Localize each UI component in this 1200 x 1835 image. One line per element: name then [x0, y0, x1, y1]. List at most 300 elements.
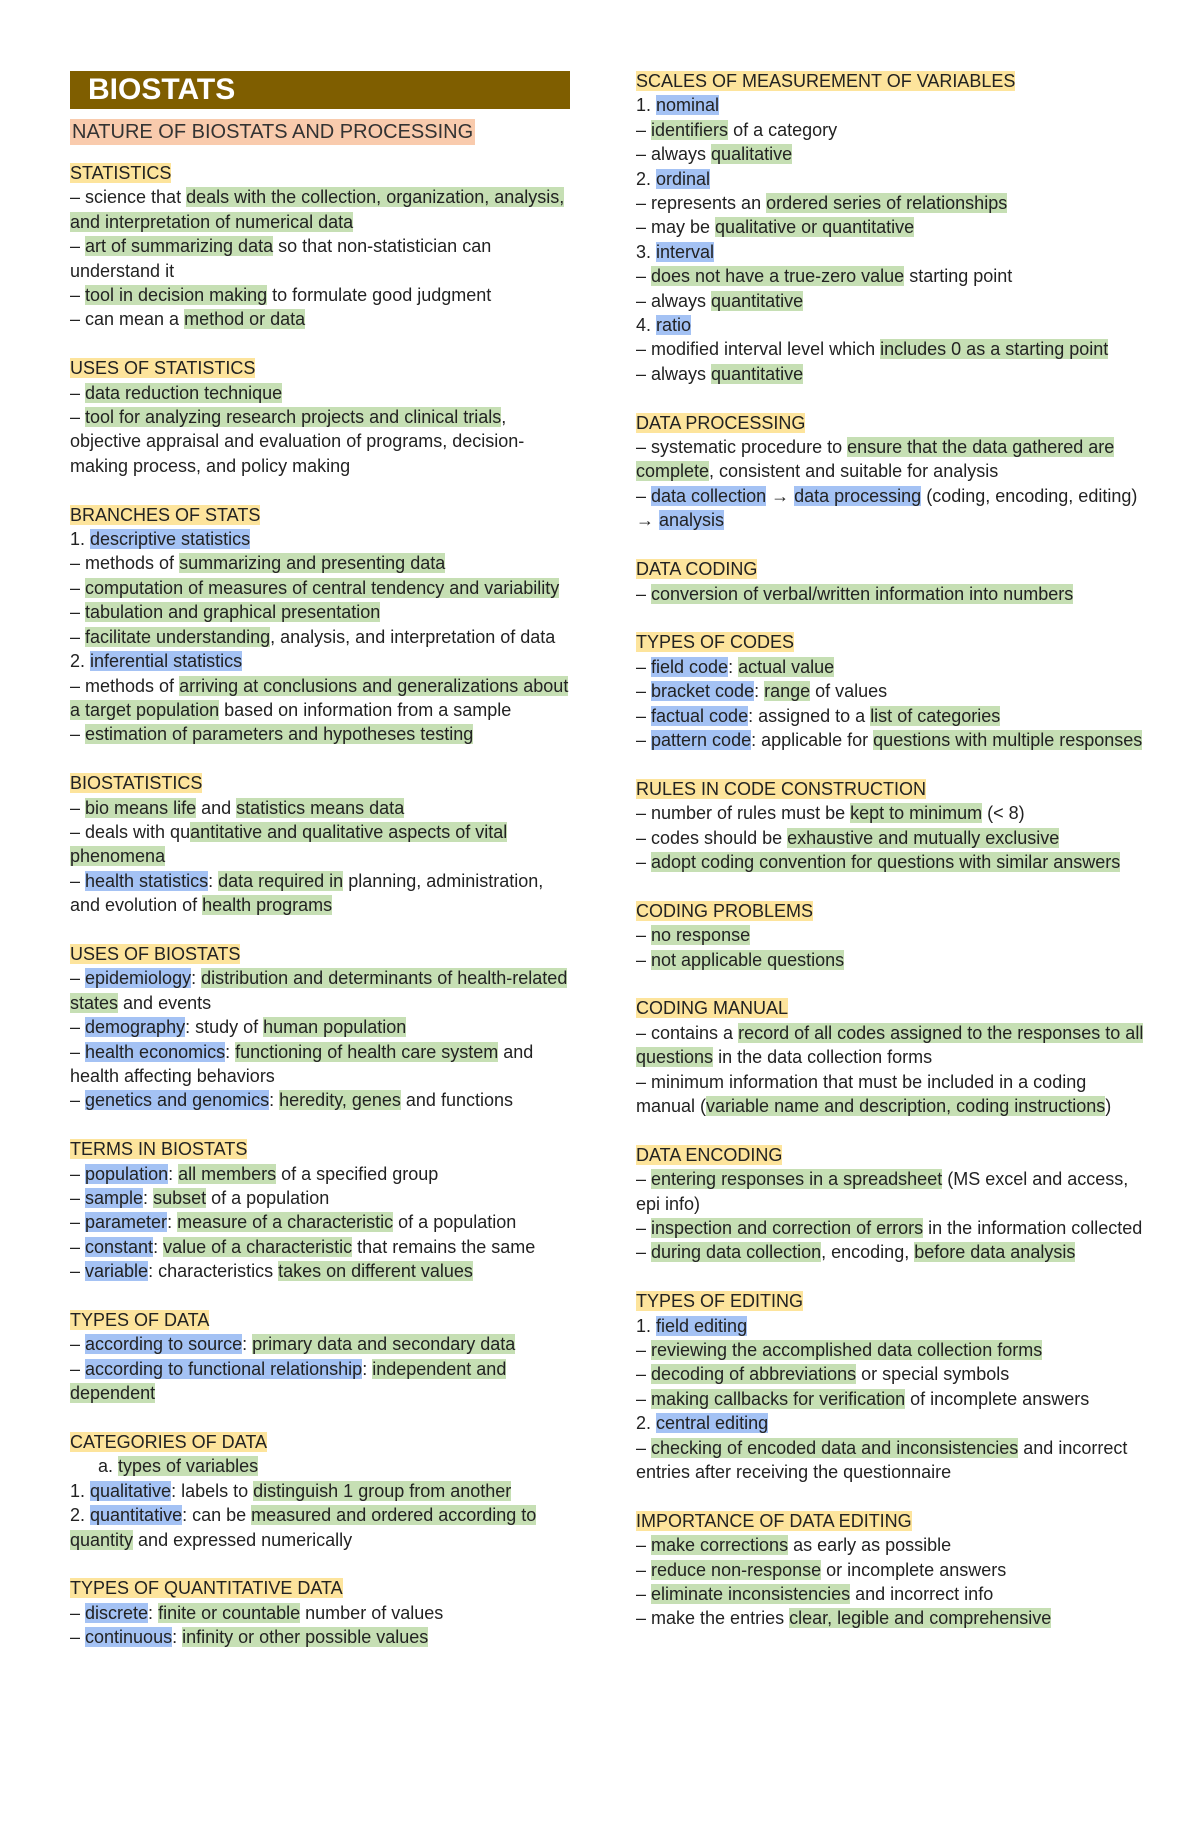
note-line	[70, 722, 570, 746]
note-text: starting point	[904, 266, 1013, 287]
section-statistics	[70, 161, 570, 332]
note-text: –	[70, 724, 86, 745]
note-text: so that non-statistician can understand it	[70, 236, 492, 281]
note-text: –	[636, 1217, 652, 1238]
highlight-definition: adopt coding convention for questions with similar answers	[651, 851, 1121, 872]
note-text: – deals with qu	[70, 821, 191, 842]
section-heading-line	[636, 630, 1146, 654]
note-line	[70, 1040, 570, 1089]
highlight-definition: functioning of health care system	[235, 1041, 499, 1062]
note-text: – codes should be	[636, 827, 788, 848]
highlight-definition: health programs	[202, 895, 333, 916]
section-coding-problems	[636, 899, 1146, 972]
note-text: –	[636, 1535, 652, 1556]
note-text: –	[70, 870, 86, 891]
note-text: or special symbols	[856, 1364, 1010, 1385]
note-line	[70, 1625, 570, 1649]
highlight-definition: identifiers	[651, 119, 729, 140]
highlight-definition: qualitative or quantitative	[715, 217, 915, 238]
note-text: and events	[118, 992, 212, 1013]
highlight-term: health statistics	[85, 870, 209, 891]
note-line	[70, 307, 570, 331]
note-line	[70, 1503, 570, 1552]
section-terms-in-biostats	[70, 1137, 570, 1283]
highlight-definition: facilitate understanding	[85, 626, 271, 647]
highlight-definition: reviewing the accomplished data collection forms	[651, 1340, 1043, 1360]
note-text: –	[636, 925, 652, 946]
note-text: –	[70, 1041, 86, 1062]
note-text: –	[70, 1017, 86, 1038]
note-text: :	[242, 1334, 253, 1355]
highlight-definition: questions with multiple responses	[873, 729, 1143, 750]
note-text: :	[225, 1041, 236, 1062]
note-text: –	[636, 705, 652, 726]
section-heading: USES OF BIOSTATS	[70, 943, 241, 964]
note-text: , objective appraisal and evaluation of programs, decision-making process, and policy making	[70, 407, 525, 476]
section-heading-line	[70, 1430, 570, 1454]
section-heading: TYPES OF CODES	[636, 632, 795, 653]
note-line	[70, 674, 570, 723]
note-text: or incomplete answers	[821, 1559, 1007, 1580]
section-types-of-editing	[636, 1289, 1146, 1484]
note-text: :	[191, 968, 202, 989]
note-text: 2.	[70, 651, 91, 672]
note-line	[636, 118, 1146, 142]
note-text: as early as possible	[788, 1535, 952, 1556]
note-text: )	[1105, 1095, 1112, 1116]
note-text: of incomplete answers	[905, 1388, 1090, 1409]
highlight-definition: qualitative	[711, 144, 793, 165]
note-text: 3.	[636, 241, 657, 262]
section-heading-line	[70, 771, 570, 795]
highlight-definition: not applicable questions	[651, 949, 845, 970]
highlight-definition: decoding of abbreviations	[651, 1364, 857, 1385]
note-line	[636, 1362, 1146, 1386]
note-text: – methods of	[70, 675, 180, 696]
note-text: –	[636, 1242, 652, 1263]
note-text: based on information from a sample	[219, 699, 512, 720]
note-text: 1.	[636, 1315, 657, 1336]
note-text: and functions	[400, 1090, 513, 1111]
highlight-term: parameter	[85, 1212, 168, 1233]
section-heading: DATA CODING	[636, 559, 758, 580]
note-line	[636, 1411, 1146, 1435]
highlight-term: demography	[85, 1017, 186, 1038]
section-heading-line	[636, 1509, 1146, 1533]
note-text: –	[636, 656, 652, 677]
section-heading: DATA ENCODING	[636, 1144, 783, 1165]
section-coding-manual	[636, 996, 1146, 1118]
note-text: : can be	[182, 1505, 252, 1526]
note-text: 2.	[636, 1413, 657, 1434]
note-line	[70, 1088, 570, 1112]
note-text: , encoding,	[821, 1242, 915, 1263]
section-heading-line	[70, 161, 570, 185]
note-line	[636, 679, 1146, 703]
note-text: –	[636, 1584, 652, 1605]
note-text: :	[167, 1212, 178, 1233]
note-line	[70, 1162, 570, 1186]
highlight-definition: before data analysis	[914, 1242, 1076, 1263]
note-text: and health affecting behaviors	[70, 1041, 534, 1086]
note-text: – minimum information that must be included in a coding manual (	[636, 1071, 1087, 1116]
note-text: : characteristics	[148, 1261, 279, 1282]
section-heading: CATEGORIES OF DATA	[70, 1432, 268, 1453]
section-heading-line	[70, 1576, 570, 1600]
highlight-definition: subset	[153, 1187, 207, 1208]
highlight-definition: infinity or other possible values	[182, 1627, 429, 1648]
highlight-definition: computation of measures of central tendency and variability	[85, 577, 560, 598]
highlight-term: epidemiology	[85, 968, 192, 989]
highlight-definition: types of variables	[118, 1456, 259, 1477]
highlight-definition: summarizing and presenting data	[179, 553, 446, 574]
note-text: –	[636, 949, 652, 970]
note-text: :	[754, 681, 765, 702]
note-text: number of values	[300, 1602, 444, 1623]
highlight-term: field code	[651, 656, 729, 677]
note-line	[70, 551, 570, 575]
section-heading-line	[70, 942, 570, 966]
note-line	[636, 1606, 1146, 1630]
note-text: –	[70, 407, 86, 428]
note-line	[70, 1357, 570, 1406]
note-text: in the information collected	[923, 1217, 1143, 1238]
note-line	[636, 167, 1146, 191]
note-line	[636, 289, 1146, 313]
note-text: –	[70, 1236, 86, 1257]
highlight-term: continuous	[85, 1627, 173, 1648]
note-text: – represents an	[636, 193, 767, 214]
right-column	[636, 69, 1146, 1655]
note-line	[70, 966, 570, 1015]
note-text: :	[362, 1358, 373, 1379]
note-line	[636, 313, 1146, 337]
section-heading: TYPES OF QUANTITATIVE DATA	[70, 1578, 343, 1599]
note-text: : labels to	[171, 1480, 254, 1501]
section-heading: RULES IN CODE CONSTRUCTION	[636, 778, 927, 799]
highlight-term: data processing	[794, 485, 922, 506]
note-line	[70, 1601, 570, 1625]
highlight-definition: value of a characteristic	[163, 1236, 353, 1257]
section-heading-line	[636, 899, 1146, 923]
note-line	[70, 869, 570, 918]
note-line	[636, 1436, 1146, 1485]
note-text: and incorrect entries after receiving the questionnaire	[636, 1437, 1128, 1483]
highlight-definition: kept to minimum	[850, 803, 983, 824]
section-heading: TYPES OF EDITING	[636, 1291, 804, 1312]
note-line	[70, 1479, 570, 1503]
highlight-definition: no response	[651, 925, 751, 946]
highlight-definition: primary data and secondary data	[252, 1334, 516, 1355]
note-line	[636, 1070, 1146, 1119]
note-line	[636, 801, 1146, 825]
section-uses-of-biostats	[70, 942, 570, 1113]
highlight-term: constant	[85, 1236, 154, 1257]
note-line	[70, 283, 570, 307]
note-text: –	[70, 1187, 86, 1208]
section-scales-of-measurement-of-variables	[636, 69, 1146, 386]
note-line	[70, 1332, 570, 1356]
section-heading-line	[70, 503, 570, 527]
section-data-coding	[636, 557, 1146, 606]
highlight-definition: takes on different values	[278, 1261, 473, 1282]
note-text: :	[148, 1602, 159, 1623]
note-line	[636, 1021, 1146, 1070]
note-text: –	[636, 485, 652, 506]
note-line	[636, 728, 1146, 752]
highlight-definition: eliminate inconsistencies	[651, 1584, 851, 1605]
note-text: : study of	[185, 1017, 264, 1038]
note-text: and incorrect info	[850, 1584, 994, 1605]
highlight-definition: human population	[263, 1017, 407, 1038]
highlight-definition: heredity, genes	[279, 1090, 401, 1111]
note-text: that remains the same	[352, 1236, 536, 1257]
note-text: –	[70, 626, 86, 647]
note-text: –	[70, 1627, 86, 1648]
note-text: – always	[636, 363, 712, 384]
section-heading-line	[70, 1137, 570, 1161]
note-text: – methods of	[70, 553, 180, 574]
highlight-term: data collection	[651, 485, 767, 506]
note-text: – make the entries	[636, 1608, 790, 1629]
note-line	[636, 948, 1146, 972]
note-line	[636, 1533, 1146, 1557]
highlight-term: descriptive statistics	[90, 529, 251, 550]
highlight-definition: list of categories	[870, 705, 1001, 726]
highlight-definition: quantitative	[711, 290, 804, 311]
note-line	[636, 1216, 1146, 1240]
highlight-term: pattern code	[651, 729, 752, 750]
note-text: –	[636, 119, 652, 140]
note-text: :	[168, 1163, 179, 1184]
highlight-term: nominal	[656, 95, 720, 116]
highlight-definition: making callbacks for verification	[651, 1388, 906, 1409]
note-text: :	[269, 1090, 280, 1111]
note-text: –	[70, 968, 86, 989]
note-text: –	[70, 1334, 86, 1355]
note-line	[636, 142, 1146, 166]
note-line	[70, 625, 570, 649]
note-text: 4.	[636, 315, 657, 336]
highlight-definition: range	[764, 681, 811, 702]
left-column	[70, 69, 570, 1674]
highlight-definition: exhaustive and mutually exclusive	[787, 827, 1060, 848]
highlight-definition: tool for analyzing research projects and clinical trials	[85, 407, 502, 428]
note-text: – contains a	[636, 1022, 739, 1043]
highlight-definition: tool in decision making	[85, 285, 268, 306]
highlight-term: ratio	[656, 315, 692, 336]
note-line	[70, 1454, 570, 1478]
note-text: 1.	[70, 1480, 91, 1501]
note-line	[636, 191, 1146, 215]
highlight-definition: ordered series of relationships	[766, 193, 1008, 214]
note-text: (MS excel and access, epi info)	[636, 1169, 1129, 1214]
note-text: of a specified group	[276, 1163, 439, 1184]
note-line	[636, 826, 1146, 850]
section-heading-line	[636, 557, 1146, 581]
note-text: and	[196, 797, 237, 818]
page-title: BIOSTATS	[70, 71, 570, 109]
right-sections	[636, 69, 1146, 1631]
note-text: –	[70, 382, 86, 403]
highlight-term: field editing	[656, 1315, 748, 1336]
section-importance-of-data-editing	[636, 1509, 1146, 1631]
note-line	[636, 215, 1146, 239]
note-text: –	[70, 797, 86, 818]
highlight-term: analysis	[659, 510, 725, 531]
note-line	[70, 649, 570, 673]
note-text: , analysis, and interpretation of data	[270, 626, 556, 647]
note-line	[636, 1314, 1146, 1338]
section-heading-line	[636, 1143, 1146, 1167]
note-line	[70, 1259, 570, 1283]
highlight-definition: does not have a true-zero value	[651, 266, 905, 287]
note-line	[636, 704, 1146, 728]
section-types-of-codes	[636, 630, 1146, 752]
highlight-term: according to source	[85, 1334, 243, 1355]
note-text: –	[70, 1212, 86, 1233]
note-text: –	[636, 1169, 652, 1190]
note-text: a.	[98, 1456, 119, 1477]
note-text: –	[636, 1559, 652, 1580]
highlight-term: ordinal	[656, 168, 711, 189]
note-line	[636, 240, 1146, 264]
section-heading: STATISTICS	[70, 163, 172, 183]
note-text: : assigned to a	[748, 705, 871, 726]
note-line	[636, 1558, 1146, 1582]
note-line	[636, 582, 1146, 606]
note-line	[636, 655, 1146, 679]
note-text: – may be	[636, 217, 716, 238]
note-line	[636, 1167, 1146, 1216]
section-heading: BIOSTATISTICS	[70, 773, 203, 794]
note-text: , consistent and suitable for analysis	[709, 461, 999, 482]
highlight-term: health economics	[85, 1041, 226, 1062]
highlight-definition: bio means life	[85, 797, 197, 818]
highlight-definition: art of summarizing data	[85, 236, 274, 257]
note-text: →	[766, 485, 795, 506]
note-text: –	[636, 1437, 652, 1458]
section-heading: CODING PROBLEMS	[636, 900, 814, 921]
highlight-term: sample	[85, 1187, 144, 1208]
note-text: :	[153, 1236, 164, 1257]
note-text: –	[70, 1163, 86, 1184]
note-text: –	[636, 1364, 652, 1385]
note-text: –	[70, 285, 86, 306]
section-heading-line	[636, 69, 1146, 93]
note-line	[636, 1240, 1146, 1264]
note-text: (< 8)	[982, 803, 1025, 824]
note-text: –	[70, 577, 86, 598]
highlight-definition: all members	[178, 1163, 277, 1184]
section-heading: BRANCHES OF STATS	[70, 504, 261, 525]
highlight-term: central editing	[656, 1413, 769, 1434]
note-text: – always	[636, 144, 712, 165]
note-text: of values	[810, 681, 888, 702]
note-line	[70, 600, 570, 624]
note-line	[70, 796, 570, 820]
note-text: planning, administration, and evolution of	[70, 870, 544, 916]
note-text: and expressed numerically	[133, 1529, 353, 1550]
note-text: to formulate good judgment	[267, 285, 492, 306]
note-text: –	[70, 236, 86, 257]
note-text: –	[70, 1358, 86, 1379]
highlight-term: according to functional relationship	[85, 1358, 363, 1379]
left-sections	[70, 161, 570, 1650]
highlight-definition: data required in	[218, 870, 344, 891]
section-heading: IMPORTANCE OF DATA EDITING	[636, 1510, 912, 1531]
highlight-definition: make corrections	[651, 1535, 789, 1556]
highlight-definition: arriving at conclusions and generalizations about a target population	[70, 675, 569, 720]
highlight-definition: measured and ordered according to quantity	[70, 1505, 537, 1550]
note-text: –	[636, 729, 652, 750]
section-heading-line	[636, 777, 1146, 801]
note-text: –	[70, 1090, 86, 1111]
note-text: 1.	[70, 529, 91, 550]
highlight-term: discrete	[85, 1602, 149, 1623]
note-line	[70, 1210, 570, 1234]
section-heading: USES OF STATISTICS	[70, 358, 256, 379]
note-line	[70, 234, 570, 283]
note-line	[70, 820, 570, 869]
highlight-definition: data reduction technique	[85, 382, 283, 403]
highlight-definition: measure of a characteristic	[177, 1212, 394, 1233]
note-text: (coding, encoding, editing) →	[636, 485, 1138, 531]
highlight-term: qualitative	[90, 1480, 172, 1501]
note-line	[636, 93, 1146, 117]
note-line	[636, 1387, 1146, 1411]
section-rules-in-code-construction	[636, 777, 1146, 875]
highlight-definition: inspection and correction of errors	[651, 1217, 924, 1238]
highlight-term: inferential statistics	[90, 651, 243, 672]
note-text: – can mean a	[70, 309, 185, 330]
note-text: of a population	[393, 1212, 517, 1233]
highlight-definition: entering responses in a spreadsheet	[651, 1169, 943, 1190]
section-heading-line	[70, 356, 570, 380]
highlight-definition: independent and dependent	[70, 1358, 507, 1404]
section-heading-line	[70, 1308, 570, 1332]
highlight-definition: reduce non-response	[651, 1559, 822, 1580]
note-text: :	[728, 656, 739, 677]
highlight-definition: statistics means data	[236, 797, 405, 818]
highlight-definition: record of all codes assigned to the responses to all questions	[636, 1022, 1144, 1068]
note-text: –	[636, 1388, 652, 1409]
note-text: – modified interval level which	[636, 339, 881, 360]
highlight-definition: during data collection	[651, 1242, 822, 1263]
section-heading: TERMS IN BIOSTATS	[70, 1139, 248, 1160]
highlight-definition: antitative and qualitative aspects of vital phenomena	[70, 821, 508, 867]
note-line	[70, 1186, 570, 1210]
note-line	[70, 381, 570, 405]
highlight-definition: method or data	[184, 309, 306, 330]
section-heading: CODING MANUAL	[636, 998, 789, 1019]
section-biostatistics	[70, 771, 570, 917]
note-line	[636, 850, 1146, 874]
note-line	[636, 484, 1146, 533]
note-text: 2.	[636, 168, 657, 189]
section-heading-line	[636, 411, 1146, 435]
note-line	[70, 1015, 570, 1039]
highlight-term: quantitative	[90, 1505, 183, 1526]
highlight-term: bracket code	[651, 681, 755, 702]
note-text: of a category	[728, 119, 838, 140]
note-text: :	[208, 870, 219, 891]
note-text: –	[636, 1340, 652, 1360]
note-line	[636, 362, 1146, 386]
section-data-processing	[636, 411, 1146, 533]
highlight-definition: deals with the collection, organization, analysis, and interpretation of numerical data	[70, 187, 565, 232]
note-text: –	[636, 583, 652, 604]
